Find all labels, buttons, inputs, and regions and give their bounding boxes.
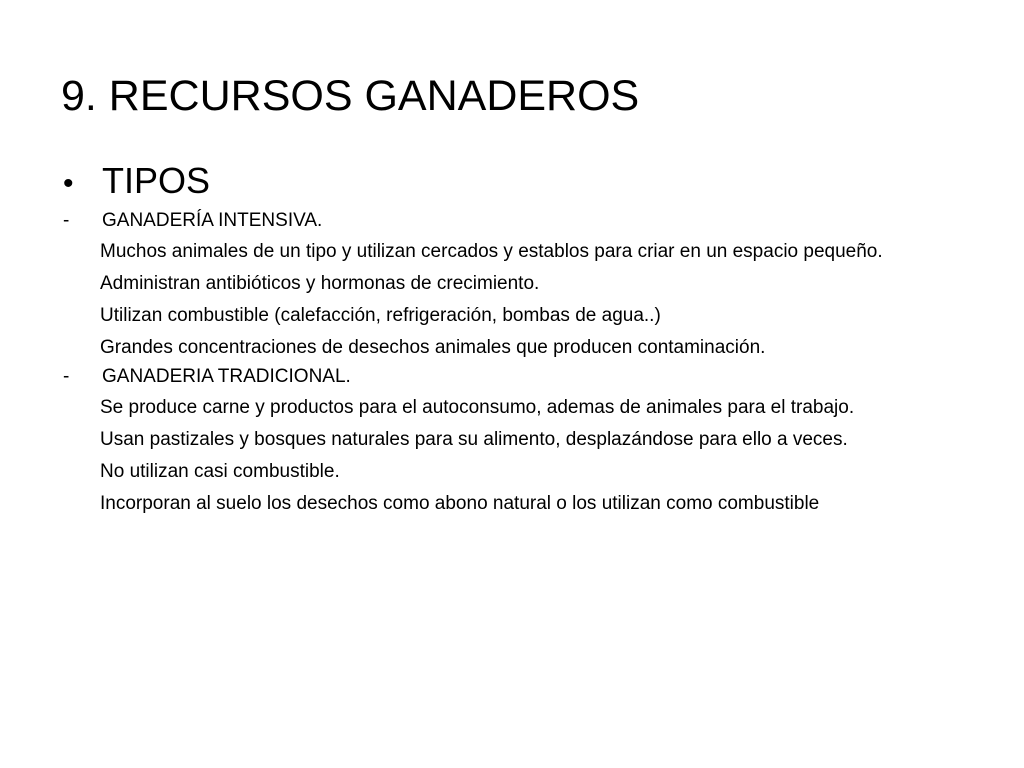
paragraph: Grandes concentraciones de desechos animales que producen contaminación.: [100, 337, 766, 358]
main-bullet-text: TIPOS: [102, 160, 211, 201]
slide-content: [61, 160, 971, 516]
paragraph: Usan pastizales y bosques naturales para su alimento, desplazándose para ello a veces.: [100, 429, 848, 450]
section-heading-tradicional: [61, 365, 971, 389]
dash-marker: -: [63, 210, 70, 231]
paragraph: Administran antibióticos y hormonas de crecimiento.: [100, 273, 540, 294]
paragraph: Utilizan combustible (calefacción, refrigeración, bombas de agua..): [100, 305, 661, 326]
slide-title: 9. RECURSOS GANADEROS: [61, 72, 640, 120]
main-bullet: [61, 160, 971, 204]
section-heading-text: GANADERÍA INTENSIVA.: [102, 210, 323, 231]
paragraph: Incorporan al suelo los desechos como abono natural o los utilizan como combustible: [100, 493, 820, 514]
paragraph: Se produce carne y productos para el autoconsumo, ademas de animales para el trabajo.: [100, 397, 855, 418]
paragraph: Muchos animales de un tipo y utilizan cercados y establos para criar en un espacio pequeño.: [100, 241, 883, 262]
section-heading-text: GANADERIA TRADICIONAL.: [102, 366, 351, 387]
section-heading-intensiva: [61, 209, 971, 233]
dash-marker: -: [63, 366, 70, 387]
bullet-marker: •: [63, 167, 74, 200]
paragraph: No utilizan casi combustible.: [100, 461, 340, 482]
